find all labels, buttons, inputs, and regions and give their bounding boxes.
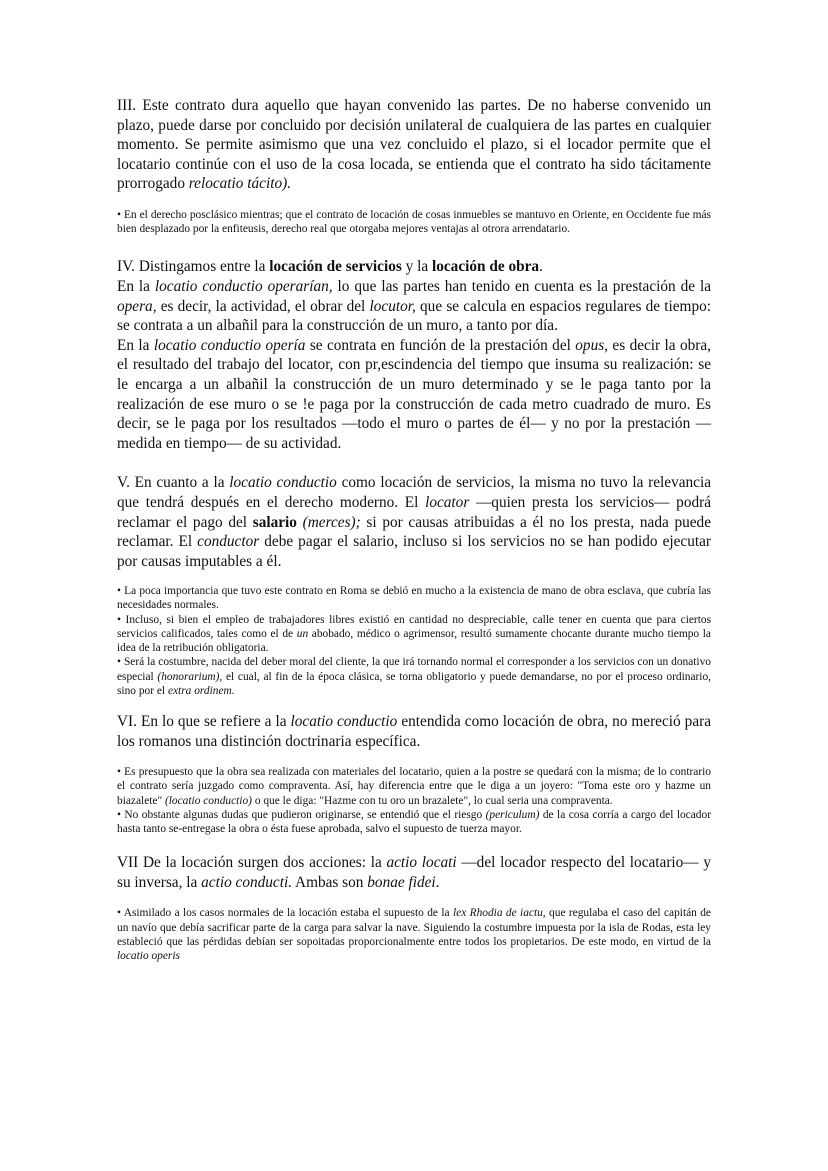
section-iv-paragraph-operis: En la locatio conductio opería se contrata en función de la prestación del opus, es decir la obra, el resultado del trabajo del locator, con pr,escindencia del tiempo que insuma su realización: se le encarga a un albañil la construcción de un muro determinado y se le paga tanto por la realización de ese muro o se !e paga por la construcción de cada metro cuadrado de muro. Es decir, se le paga por los resultados —todo el muro o partes de él— y no por la prestación —medida en tiempo— de su actividad. (117, 336, 711, 452)
section-vii-paragraph: VII De la locación surgen dos acciones: la actio locati —del locador respecto del locatario— y su inversa, la actio conducti. Ambas son bonae fidei. (117, 854, 711, 891)
footnote: • No obstante algunas dudas que pudieron originarse, se entendió que el riesgo (periculum) de la cosa corría a cargo del locador hasta tanto se-entregase la obra o ésta fuese aprobada, salvo el supuesto de tuerza mayor. (117, 808, 711, 835)
section-iv-paragraph-operarum: En la locatio conductio operarían, lo que las partes han tenido en cuenta es la prestación de la opera, es decir, la actividad, el obrar del locutor, que se calcula en espacios regulares de tiempo: se contrata a un albañil para la construcción de un muro, a tanto por día. (117, 277, 712, 335)
footnote: • Incluso, si bien el empleo de trabajadores libres existió en cantidad no despreciable, calle tener en cuenta que para ciertos servicios calificados, tales como el de un abobado, médico o agrimensor, resultó sumamente chocante durante mucho tiempo la idea de la retribución obligatoria. (117, 613, 711, 655)
footnote: • Es presupuesto que la obra sea realizada con materiales del locatario, quien a la postre se quedará con la misma; de lo contrario el contrato sería juzgado como compraventa. Así, hay diferencia entre que le diga a un joyero: "Toma este oro y hazme un biazalete" (locatio conductio) o que le diga: "Hazme con tu oro un brazalete", lo cual seria una compraventa. (117, 766, 711, 807)
text: III. Este contrato dura aquello que hayan convenido las partes. De no haberse convenido un plazo, puede darse por concluido por decisión unilateral de cualquiera de las partes en cualquier momento. Se permite asimismo que una vez concluido el plazo, si el locador permite que el locatario continúe con el uso de la cosa locada, se entienda que el contrato ha sido tácitamente prorrogado (117, 97, 711, 193)
section-iii-paragraph (117, 96, 711, 194)
footnote: • Será la costumbre, nacida del deber moral del cliente, la que irá tornando normal el corresponder a los servicios con un donativo especial (honorarium), el cual, al fin de la época clásica, se torna obligatorio y puede demandarse, no por el proceso ordinario, sino por el extra ordinem. (117, 656, 711, 697)
section-iv-heading: IV. Distingamos entre la locación de servicios y la locación de obra. (117, 258, 543, 276)
footnote: • La poca importancia que tuvo este contrato en Roma se debió en mucho a la existencia de mano de obra esclava, que cubría las necesidades normales. (117, 585, 711, 612)
document-page (117, 96, 711, 963)
section-vi-paragraph: VI. En lo que se refiere a la locatio conductio entendida como locación de obra, no mereció para los romanos una distinción doctrinaria específica. (117, 712, 711, 750)
footnote: • Asimilado a los casos normales de la locación estaba el supuesto de la lex Rhodia de iactu, que regulaba el caso del capitán de un navío que debía sacrificar parte de la carga para salvar la nave. Siguiendo la costumbre impuesta por la isla de Rodas, esta ley estableció que las pérdidas debían ser sopoitadas proporcionalmente entre todos los propietarios. De este modo, en virtud de la locatio operis (117, 907, 711, 962)
latin-term: relocatio tácito). (188, 175, 292, 193)
section-v-paragraph: V. En cuanto a la locatio conductio como locación de servicios, la misma no tuvo la relevancia que tendrá después en el derecho moderno. El locator —quien presta los servicios— podrá reclamar el pago del salario (merces); si por causas atribuidas a él no los presta, nada puede reclamar. El conductor debe pagar el salario, incluso si los servicios no se han podido ejecutar por causas imputables a él. (117, 474, 711, 570)
footnote: • En el derecho posclásico mientras; que el contrato de locación de cosas inmuebles se mantuvo en Oriente, en Occidente fue más bien desplazado por la enfiteusis, derecho real que otorgaba mejores ventajas al otrora arrendatario. (117, 208, 711, 236)
